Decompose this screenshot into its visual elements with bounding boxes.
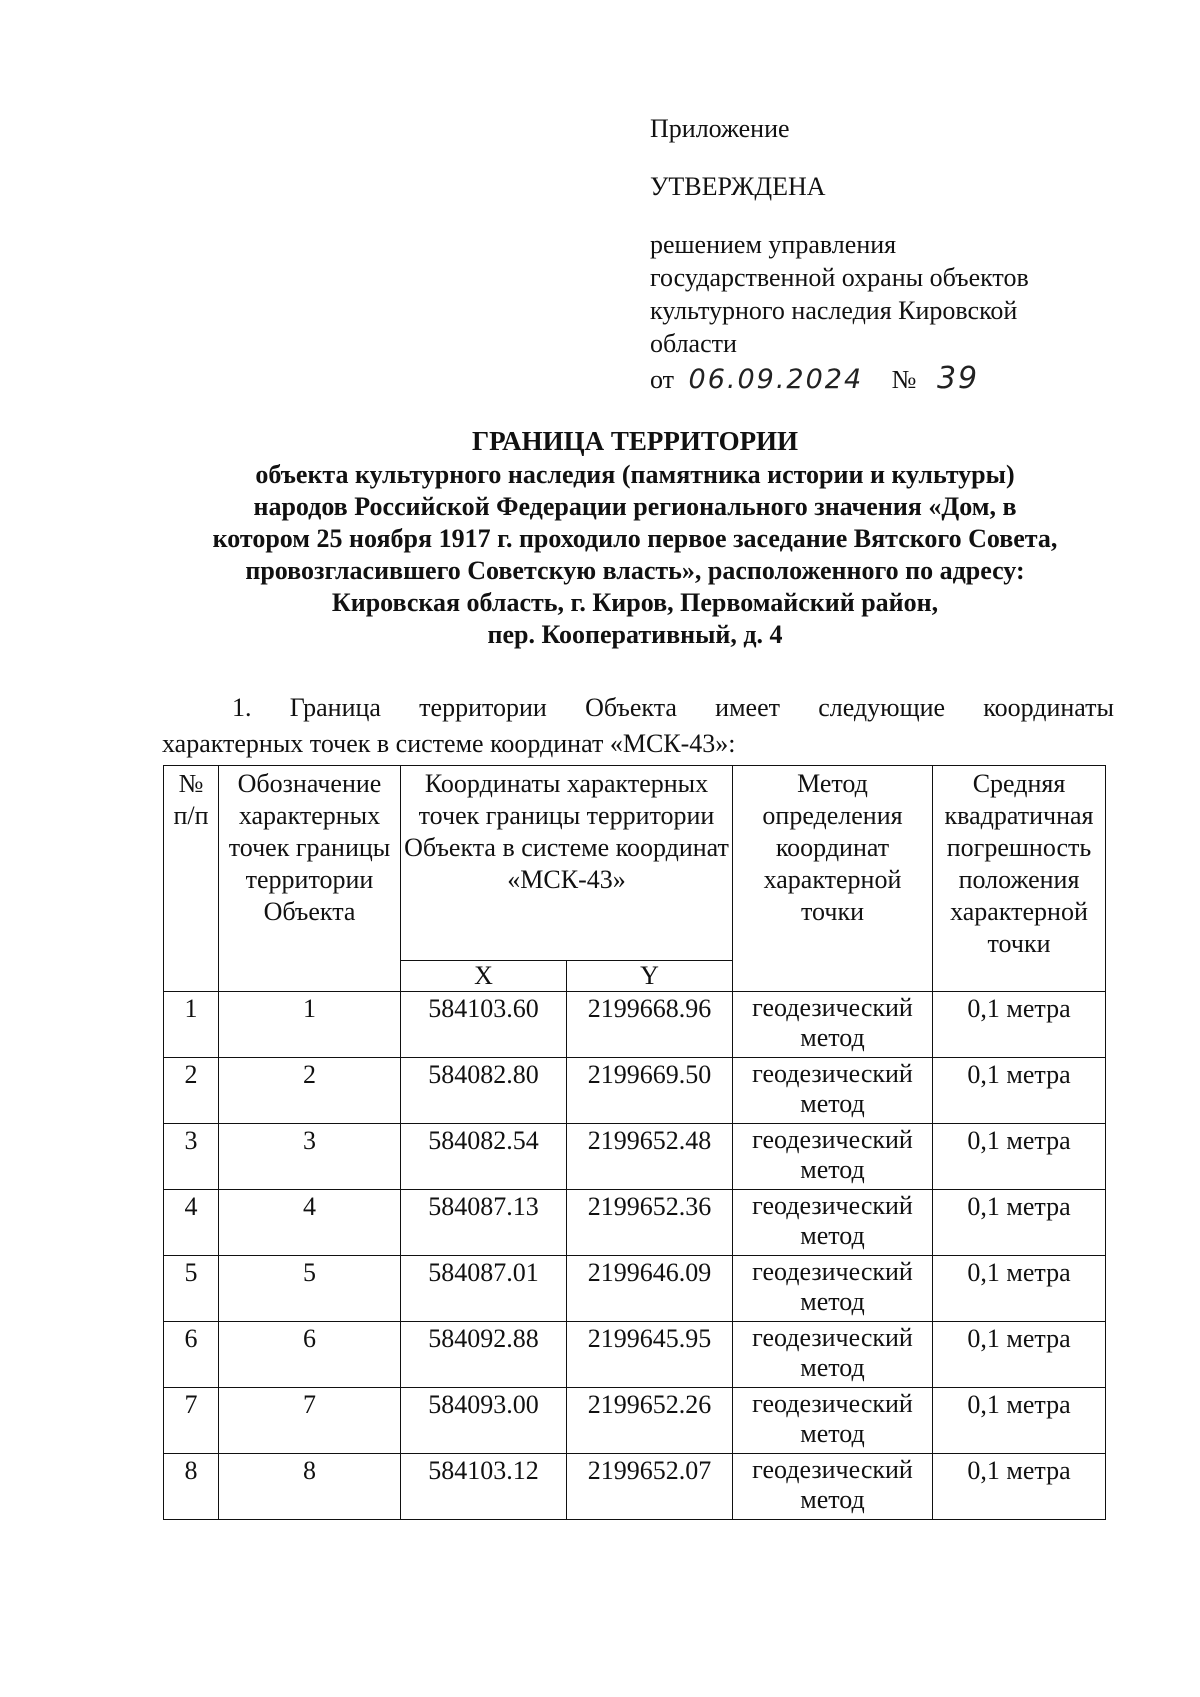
cell-x: 584092.88 — [401, 1322, 567, 1388]
cell-y: 2199652.07 — [567, 1454, 733, 1520]
handwritten-number: 39 — [936, 361, 980, 396]
cell-error: 0,1 метра — [933, 1322, 1106, 1388]
decision-date-row — [650, 362, 1120, 396]
decision-line: решением управления — [650, 230, 897, 259]
cell-method: геодезический метод — [733, 1124, 933, 1190]
cell-x: 584082.80 — [401, 1058, 567, 1124]
header-designation: Обозначение характерных точек границы территории Объекта — [219, 766, 401, 992]
cell-x: 584087.13 — [401, 1190, 567, 1256]
title-line: котором 25 ноября 1917 г. проходило первое заседание Вятского Совета, — [212, 524, 1058, 553]
decision-line: государственной охраны объектов — [650, 263, 1029, 292]
title-main: ГРАНИЦА ТЕРРИТОРИИ — [471, 426, 799, 456]
header-coordinates: Координаты характерных точек границы территории Объекта в системе координат «МСК-43» — [401, 766, 733, 961]
date-prefix: от — [650, 365, 675, 394]
title-line: провозгласившего Советскую власть», расположенного по адресу: — [245, 556, 1025, 585]
cell-error: 0,1 метра — [933, 1124, 1106, 1190]
cell-y: 2199652.36 — [567, 1190, 733, 1256]
cell-x: 584082.54 — [401, 1124, 567, 1190]
title-line: Кировская область, г. Киров, Первомайский район, — [331, 588, 939, 617]
table-row — [164, 1322, 1106, 1388]
cell-x: 584093.00 — [401, 1388, 567, 1454]
handwritten-date: 06.09.2024 — [688, 364, 864, 395]
title-line: объекта культурного наследия (памятника истории и культуры) — [255, 460, 1015, 489]
decision-line: области — [650, 329, 737, 358]
table-row — [164, 1058, 1106, 1124]
appendix-label: Приложение — [650, 114, 790, 143]
intro-paragraph — [162, 690, 1114, 762]
cell-num: 5 — [164, 1256, 219, 1322]
cell-y: 2199668.96 — [567, 992, 733, 1058]
cell-error: 0,1 метра — [933, 1256, 1106, 1322]
cell-method: геодезический метод — [733, 1058, 933, 1124]
table-row — [164, 1124, 1106, 1190]
cell-method: геодезический метод — [733, 1454, 933, 1520]
header-x: X — [401, 961, 567, 992]
cell-method: геодезический метод — [733, 1388, 933, 1454]
cell-point: 2 — [219, 1058, 401, 1124]
cell-y: 2199669.50 — [567, 1058, 733, 1124]
cell-method: геодезический метод — [733, 992, 933, 1058]
cell-method: геодезический метод — [733, 1322, 933, 1388]
title-line: народов Российской Федерации регионального значения «Дом, в — [253, 492, 1017, 521]
table-row — [164, 1388, 1106, 1454]
cell-y: 2199652.26 — [567, 1388, 733, 1454]
cell-point: 1 — [219, 992, 401, 1058]
approval-block — [650, 112, 1120, 396]
cell-x: 584087.01 — [401, 1256, 567, 1322]
approved-label: УТВЕРЖДЕНА — [650, 172, 826, 201]
header-error: Средняя квадратичная погрешность положения характерной точки — [933, 766, 1106, 992]
cell-error: 0,1 метра — [933, 1058, 1106, 1124]
cell-error: 0,1 метра — [933, 1454, 1106, 1520]
coordinates-table — [163, 765, 1106, 1520]
cell-x: 584103.12 — [401, 1454, 567, 1520]
table-row — [164, 1256, 1106, 1322]
cell-num: 8 — [164, 1454, 219, 1520]
cell-point: 6 — [219, 1322, 401, 1388]
cell-point: 8 — [219, 1454, 401, 1520]
cell-num: 7 — [164, 1388, 219, 1454]
cell-y: 2199652.48 — [567, 1124, 733, 1190]
table-row — [164, 1454, 1106, 1520]
cell-num: 2 — [164, 1058, 219, 1124]
document-title — [150, 425, 1120, 651]
cell-num: 1 — [164, 992, 219, 1058]
intro-line-2: характерных точек в системе координат «МСК-43»: — [162, 729, 736, 758]
cell-error: 0,1 метра — [933, 992, 1106, 1058]
table-row — [164, 1190, 1106, 1256]
cell-num: 4 — [164, 1190, 219, 1256]
cell-y: 2199645.95 — [567, 1322, 733, 1388]
cell-y: 2199646.09 — [567, 1256, 733, 1322]
intro-line-1: 1. Граница территории Объекта имеет следующие координаты — [232, 693, 1114, 722]
cell-point: 3 — [219, 1124, 401, 1190]
cell-method: геодезический метод — [733, 1190, 933, 1256]
title-line: пер. Кооперативный, д. 4 — [487, 620, 783, 649]
cell-error: 0,1 метра — [933, 1190, 1106, 1256]
table-row — [164, 992, 1106, 1058]
header-method: Метод определения координат характерной точки — [733, 766, 933, 992]
cell-method: геодезический метод — [733, 1256, 933, 1322]
table-body — [164, 992, 1106, 1520]
cell-point: 5 — [219, 1256, 401, 1322]
number-sign: № — [891, 365, 917, 394]
cell-error: 0,1 метра — [933, 1388, 1106, 1454]
header-num: № п/п — [164, 766, 219, 992]
header-y: Y — [567, 961, 733, 992]
cell-point: 7 — [219, 1388, 401, 1454]
decision-line: культурного наследия Кировской — [650, 296, 1018, 325]
cell-point: 4 — [219, 1190, 401, 1256]
cell-num: 6 — [164, 1322, 219, 1388]
cell-num: 3 — [164, 1124, 219, 1190]
cell-x: 584103.60 — [401, 992, 567, 1058]
